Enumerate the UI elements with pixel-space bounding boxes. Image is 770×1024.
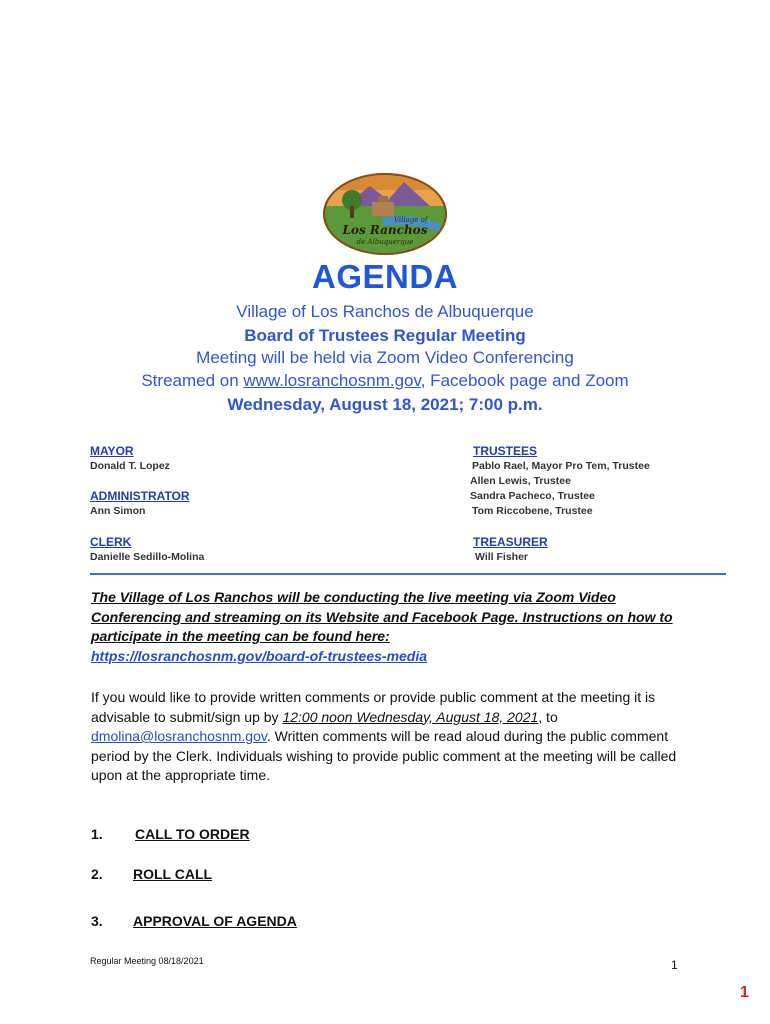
clerk-name: Danielle Sedillo-Molina xyxy=(90,551,205,563)
clerk-email-link[interactable]: dmolina@losranchosnm.gov xyxy=(91,728,267,744)
agenda-item-1 xyxy=(91,826,250,842)
stream-suffix: , Facebook page and Zoom xyxy=(420,371,629,390)
mayor-label: MAYOR xyxy=(90,444,134,458)
logo-line1: Village of xyxy=(394,216,428,224)
agenda-item-3 xyxy=(91,913,297,929)
village-logo xyxy=(322,172,448,256)
meeting-type: Board of Trustees Regular Meeting xyxy=(244,326,526,345)
village-name: Village of Los Ranchos de Albuquerque xyxy=(236,302,534,321)
board-media-link[interactable]: https://losranchosnm.gov/board-of-trustees-media xyxy=(91,647,428,664)
trustee-1: Pablo Rael, Mayor Pro Tem, Trustee xyxy=(472,460,650,472)
clerk-label: CLERK xyxy=(90,535,132,549)
logo-line3: de Albuquerque xyxy=(356,238,414,246)
treasurer-name: Will Fisher xyxy=(475,551,528,563)
item-label: APPROVAL OF AGENDA xyxy=(133,913,297,929)
trustee-3: Sandra Pacheco, Trustee xyxy=(470,490,595,502)
zoom-notice xyxy=(91,588,691,666)
item-number: 2. xyxy=(91,866,103,882)
item-label: CALL TO ORDER xyxy=(135,826,250,842)
logo-line2: Los Ranchos xyxy=(342,223,428,237)
comment-part1: If you would like to provide written comments or provide public comment at the meeting it is advisable to submit/sign up by xyxy=(91,689,656,725)
trustee-2: Allen Lewis, Trustee xyxy=(470,475,571,487)
meeting-date: Wednesday, August 18, 2021; 7:00 p.m. xyxy=(227,395,543,414)
website-link[interactable]: www.losranchosnm.gov xyxy=(243,371,421,390)
stream-prefix: Streamed on xyxy=(141,371,244,390)
page-number: 1 xyxy=(671,958,678,972)
comment-part3: . Written comments will be read aloud during the public comment period by the Clerk. Individuals wishing to provide public comment at the meeting will be called upon at the appropriate time. xyxy=(91,728,677,783)
item-number: 1. xyxy=(91,826,103,842)
comment-part2: , to xyxy=(538,708,558,725)
item-number: 3. xyxy=(91,913,103,929)
mayor-name: Donald T. Lopez xyxy=(90,460,170,472)
trustees-label: TRUSTEES xyxy=(473,444,538,458)
item-label: ROLL CALL xyxy=(133,866,213,882)
administrator-label: ADMINISTRATOR xyxy=(90,489,190,503)
meeting-format: Meeting will be held via Zoom Video Conferencing xyxy=(196,348,574,367)
administrator-name: Ann Simon xyxy=(90,505,146,517)
agenda-item-2 xyxy=(91,866,213,882)
footer-meeting: Regular Meeting 08/18/2021 xyxy=(90,956,204,966)
public-comment-paragraph xyxy=(91,688,681,786)
treasurer-label: TREASURER xyxy=(473,535,548,549)
page-marker: 1 xyxy=(740,984,749,1001)
comment-deadline: 12:00 noon Wednesday, August 18, 2021 xyxy=(282,708,539,725)
separator-line xyxy=(90,573,726,575)
stream-info xyxy=(0,371,770,391)
trustee-4: Tom Riccobene, Trustee xyxy=(472,505,593,517)
page-title: AGENDA xyxy=(311,258,458,295)
notice-text: The Village of Los Ranchos will be conducting the live meeting via Zoom Video Conferencing and streaming on its Website and Facebook Page. Instructions on how to participate in the meeting can be found here: xyxy=(91,589,673,644)
